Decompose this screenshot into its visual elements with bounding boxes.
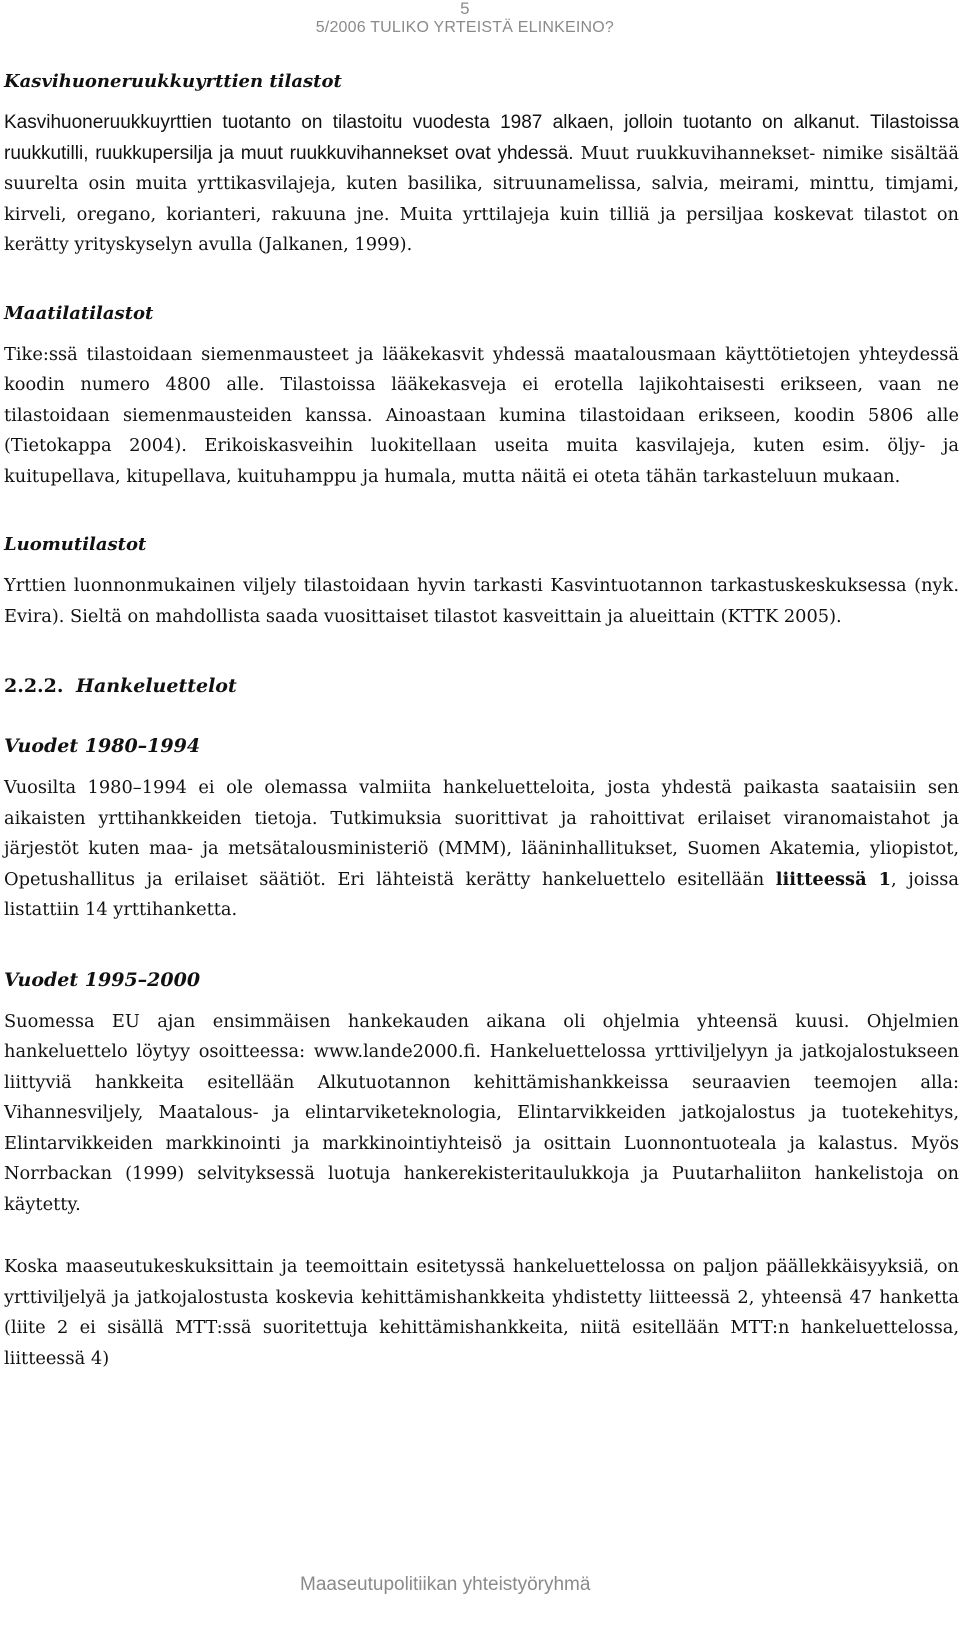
paragraph-text-sans: Kasvihuoneruukkuyrttien tuotanto on tilastoitu vuodesta 1987 alkaen, jolloin tuotanto on alkanut. Tilastoissa ruukkutilli, ruukkupersilja ja muut ruukkuvihannekset ovat yhdessä. <box>4 112 959 164</box>
page-number: 5 <box>460 0 470 18</box>
paragraph <box>4 108 959 261</box>
section-hankeluettelot <box>4 673 959 699</box>
section-maatila <box>4 302 959 493</box>
paragraph: Koska maaseutukeskuksittain ja teemoittain esitetyssä hankeluettelossa on paljon päällekkäisyyksiä, on yrttiviljelyä ja jatkojalostusta koskevia kehittämishankkeita yhdistetty liitteessä 2, yhteensä 47 hanketta (liite 2 ei sisällä MTT:ssä suoritettuja kehittämishankkeita, niitä esitellään MTT:n hankeluettelossa, liitteessä 4) <box>4 1256 959 1369</box>
subsection-heading: Vuodet 1995–2000 <box>4 968 201 991</box>
paragraph-text: Vuosilta 1980–1994 ei ole olemassa valmiita hankeluetteloita, josta yhdestä paikasta saataisiin sen aikaisten yrttihankkeiden tietoja. Tutkimuksia suorittivat ja rahoittivat erilaiset viranomaistahot ja järjestöt kuten maa- ja metsätalousministeriö (MMM), lääninhallitukset, Suomen Akatemia, yliopistot, Opetushallitus ja erilaiset säätiöt. Eri lähteistä kerätty hankeluettelo esitellään <box>4 777 959 890</box>
section-heading: Maatilatilastot <box>4 302 154 324</box>
running-title: 5/2006 TULIKO YRTEISTÄ ELINKEINO? <box>315 19 614 36</box>
chapter-title: Hankeluettelot <box>76 675 237 697</box>
paragraph: Suomessa EU ajan ensimmäisen hankekauden aikana oli ohjelmia yhteensä kuusi. Ohjelmien hankeluettelo löytyy osoitteessa: www.lande2000.fi. Hankeluettelossa yrttiviljelyyn ja jatkojalostukseen liittyviä hankkeita esitellään Alkutuotannon kehittämishankkeissa seuraavien teemojen alla: Vihannesviljely, Maatalous- ja elintarviketeknologia, Elintarvikkeiden jatkojalostus ja tuotekehitys, Elintarvikkeiden markkinointi ja markkinointiyhteisö ja osittain Luonnontuoteala ja kalastus. Myös Norrbackan (1999) selvityksessä luotuja hankerekisteritaulukkoja ja Puutarhaliiton hankelistoja on käytetty. <box>4 1010 959 1215</box>
appendix-reference: liitteessä 1 <box>775 868 892 890</box>
paragraph-text: , joissa listattiin 14 yrttihanketta. <box>4 868 959 920</box>
chapter-heading <box>4 673 959 699</box>
section-vuodet-1995-2000 <box>4 967 959 1375</box>
chapter-number: 2.2.2. <box>4 675 64 697</box>
section-kasvihuone <box>4 70 959 261</box>
paragraph-text: Muut ruukkuvihannekset- nimike sisältää suurelta osin muita yrttikasvilajeja, kuten basilika, sitruunamelissa, salvia, meirami, minttu, timjami, kirveli, oregano, korianteri, rakuuna jne. Muita yrttilajeja kuin tilliä ja persiljaa koskevat tilastot on kerätty yrityskyselyn avulla (Jalkanen, 1999). <box>4 142 960 255</box>
paragraph: Tike:ssä tilastoidaan siemenmausteet ja lääkekasvit yhdessä maatalousmaan käyttötietojen yhteydessä koodin numero 4800 alle. Tilastoissa lääkekasveja ei erotella lajikohtaisesti erikseen, vaan ne tilastoidaan siemenmausteiden kanssa. Ainoastaan kumina tilastoidaan erikseen, koodin 5806 alle (Tietokappa 2004). Erikoiskasveihin luokitellaan useita muita kasvilajeja, kuten esim. öljy- ja kuitupellava, kitupellava, kuituhamppu ja humala, mutta näitä ei oteta tähän tarkasteluun mukaan. <box>4 343 959 487</box>
page-footer: Maaseutupolitiikan yhteistyöryhmä <box>300 1574 591 1595</box>
section-heading: Luomutilastot <box>4 534 147 555</box>
subsection-heading: Vuodet 1980–1994 <box>4 735 201 757</box>
section-luomu <box>4 533 959 632</box>
paragraph <box>4 773 959 926</box>
document-body <box>4 70 959 1374</box>
page-header <box>316 0 614 38</box>
section-vuodet-1980-1994 <box>4 733 959 926</box>
section-heading: Kasvihuoneruukkuyrttien tilastot <box>4 71 342 92</box>
paragraph: Yrttien luonnonmukainen viljely tilastoidaan hyvin tarkasti Kasvintuotannon tarkastuskeskuksessa (nyk. Evira). Sieltä on mahdollista saada vuosittaiset tilastot kasveittain ja alueittain (KTTK 2005). <box>4 575 959 627</box>
